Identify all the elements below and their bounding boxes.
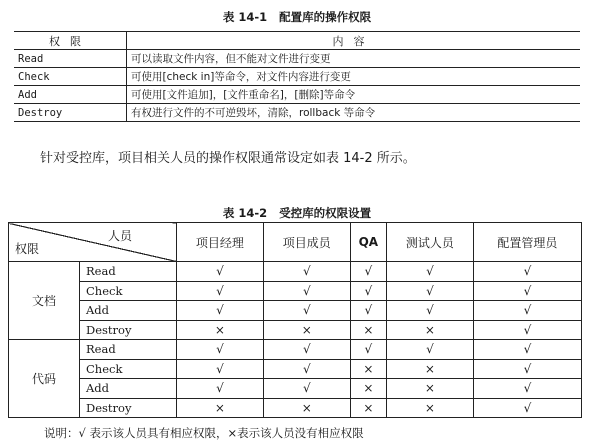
diagonal-header-cell [9, 223, 177, 262]
permission-mark: √ [263, 301, 350, 321]
table1-caption-title: 配置库的操作权限 [279, 10, 372, 24]
operation-label: Check [80, 281, 177, 301]
permission-mark: √ [350, 301, 386, 321]
permission-mark: √ [387, 301, 474, 321]
operation-label: Add [80, 301, 177, 321]
permission-mark: √ [177, 301, 264, 321]
operation-label: Destroy [80, 320, 177, 340]
permission-description: 有权进行文件的不可逆毁坏，清除，rollback 等命令 [127, 104, 581, 122]
permission-mark: × [350, 359, 386, 379]
role-header: 配置管理员 [473, 223, 581, 262]
operation-label: Destroy [80, 398, 177, 418]
table-row [14, 86, 580, 104]
permission-mark: √ [177, 379, 264, 399]
permission-name: Add [14, 86, 127, 104]
permission-description: 可使用[文件追加]，[文件重命名]，[删除]等命令 [127, 86, 581, 104]
permission-mark: √ [263, 379, 350, 399]
artifact-group-label: 代码 [9, 340, 80, 418]
permission-mark: √ [263, 359, 350, 379]
role-header: 项目经理 [177, 223, 264, 262]
operation-label: Read [80, 262, 177, 282]
table-row [9, 398, 582, 418]
permissions-table [14, 31, 580, 122]
corner-label-permission: 权限 [15, 242, 40, 256]
permission-mark: √ [387, 340, 474, 360]
table1-caption [0, 9, 594, 25]
permission-mark: √ [350, 262, 386, 282]
permission-mark: √ [350, 340, 386, 360]
table1-caption-number: 表 14-1 [222, 10, 268, 24]
permission-mark: × [350, 379, 386, 399]
table-row [14, 68, 580, 86]
table-row [9, 359, 582, 379]
permission-mark: √ [263, 281, 350, 301]
table2-caption-number: 表 14-2 [222, 206, 268, 220]
permission-mark: √ [473, 359, 581, 379]
role-header: 测试人员 [387, 223, 474, 262]
permission-mark: × [350, 320, 386, 340]
permission-mark: √ [473, 281, 581, 301]
legend-note: 说明：√ 表示该人员具有相应权限，×表示该人员没有相应权限 [44, 426, 364, 440]
permission-mark: × [387, 379, 474, 399]
table2-caption [0, 205, 594, 221]
table-row [14, 104, 580, 122]
table2-caption-title: 受控库的权限设置 [279, 206, 372, 220]
permission-mark: √ [387, 281, 474, 301]
permission-mark: √ [473, 340, 581, 360]
permission-mark: √ [350, 281, 386, 301]
permission-mark: × [177, 398, 264, 418]
table-row [9, 301, 582, 321]
role-header: QA [350, 223, 386, 262]
table1-header-row [14, 32, 580, 50]
permission-mark: × [387, 359, 474, 379]
permission-mark: × [263, 320, 350, 340]
permission-mark: √ [387, 262, 474, 282]
controlled-library-permissions-table [8, 222, 582, 418]
permission-mark: √ [177, 262, 264, 282]
permission-mark: × [263, 398, 350, 418]
permission-mark: √ [473, 398, 581, 418]
permission-description: 可以读取文件内容，但不能对文件进行变更 [127, 50, 581, 68]
permission-mark: √ [177, 340, 264, 360]
permission-description: 可使用[check in]等命令，对文件内容进行变更 [127, 68, 581, 86]
table-row [9, 379, 582, 399]
permission-mark: × [387, 398, 474, 418]
table-row [9, 281, 582, 301]
permission-mark: √ [263, 262, 350, 282]
permission-mark: × [350, 398, 386, 418]
permission-mark: × [177, 320, 264, 340]
permission-mark: √ [177, 281, 264, 301]
corner-label-personnel: 人员 [107, 229, 132, 243]
permission-mark: × [387, 320, 474, 340]
artifact-group-label: 文档 [9, 262, 80, 340]
permission-mark: √ [177, 359, 264, 379]
permission-name: Check [14, 68, 127, 86]
operation-label: Add [80, 379, 177, 399]
table1-header-content: 内容 [127, 32, 581, 50]
table1-header-permission: 权限 [14, 32, 127, 50]
permission-name: Destroy [14, 104, 127, 122]
role-header: 项目成员 [263, 223, 350, 262]
permission-name: Read [14, 50, 127, 68]
permission-mark: √ [473, 262, 581, 282]
permission-mark: √ [473, 320, 581, 340]
operation-label: Check [80, 359, 177, 379]
permission-mark: √ [473, 301, 581, 321]
body-paragraph: 针对受控库，项目相关人员的操作权限通常设定如表 14-2 所示。 [40, 151, 416, 166]
permission-mark: √ [263, 340, 350, 360]
table-row [9, 262, 582, 282]
table2-header-row [9, 223, 582, 262]
table-row [14, 50, 580, 68]
table-row [9, 340, 582, 360]
table-row [9, 320, 582, 340]
permission-mark: √ [473, 379, 581, 399]
operation-label: Read [80, 340, 177, 360]
